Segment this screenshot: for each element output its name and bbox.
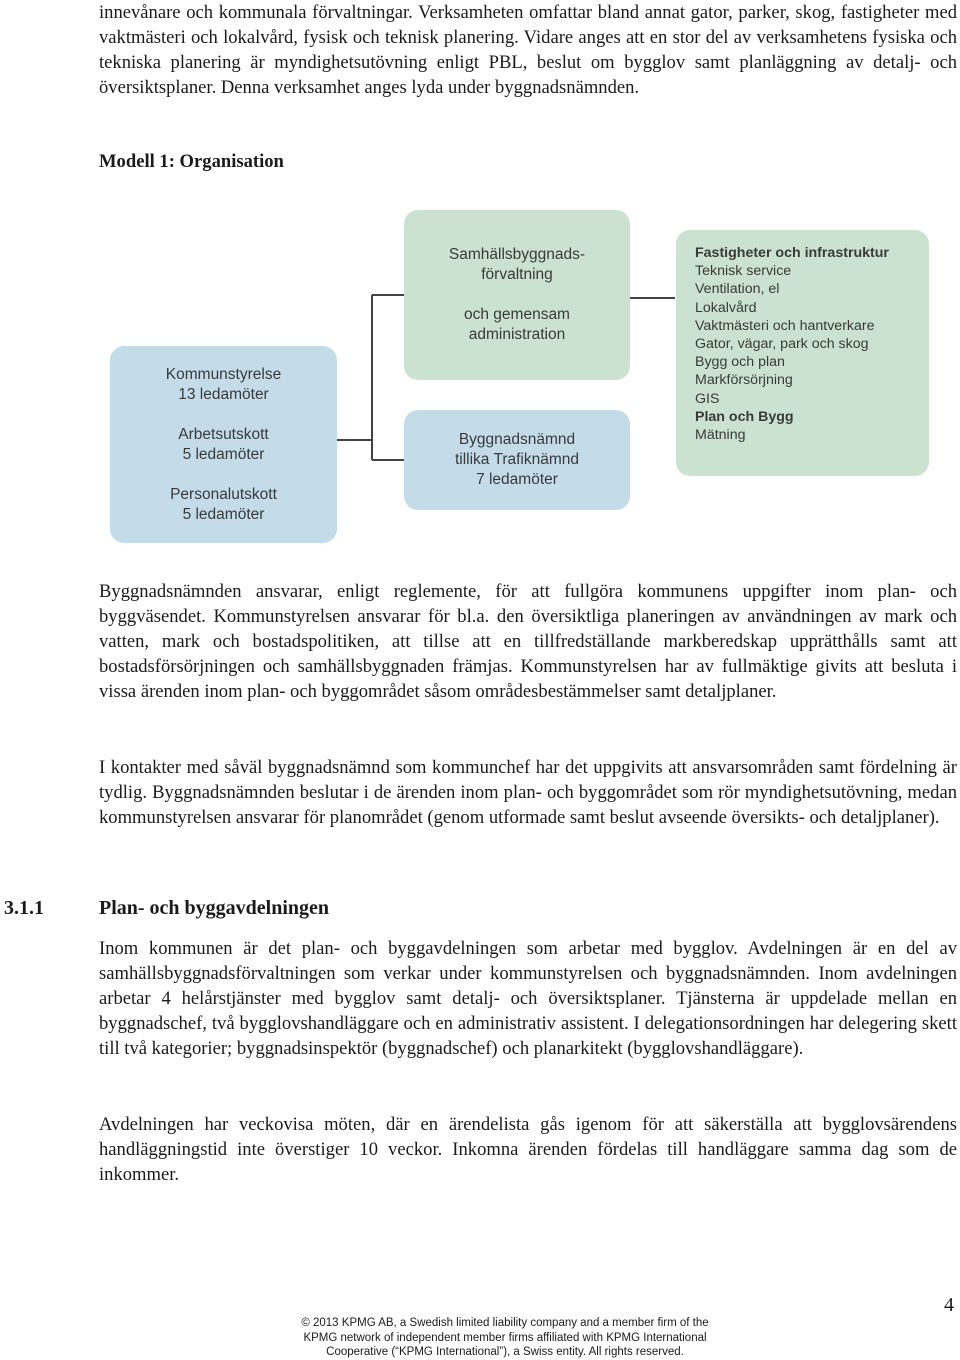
fastigheter-item: Ventilation, el [695,281,780,298]
paragraph-meetings: Avdelningen har veckovisa möten, där en ärendelista gås igenom för att säkerställa att bygglovsärendens handläggningstid inte överstiger 10 veckor. Inkomna ärenden fördelas till handläggare samma dag som de inkommer. [99,1114,957,1185]
paragraph-contacts: I kontakter med såväl byggnadsnämnd som kommunchef har det uppgivits att ansvarsområden samt fördelning är tydlig. Byggnadsnämnden beslutar i de ärenden inom plan- och byggområdet som rör myndighetsutövning, medan kommunstyrelsen ansvarar för planområdet (genom utformade samt beslut avseende översikts- och detaljplaner). [99,757,957,828]
figure-title: Modell 1: Organisation [99,151,284,172]
paragraph-department: Inom kommunen är det plan- och byggavdelningen som arbetar med bygglov. Avdelningen är en del av samhällsbyggnadsförvaltningen som verkar under kommunstyrelsen och byggnadsnämnden. Inom avdelningen arbetar 4 helårstjänster med bygglov samt detalj- och översiktsplaner. Tjänsterna är uppdelade mellan en byggnadschef, två bygglovshandläggare och en administrativ assistent. I delegationsordningen har delegering skett till två kategorier; byggnadsinspektör (byggnadschef) och planarkitekt (bygglovshandläggare). [99,938,957,1059]
forv-line-5: administration [468,326,566,343]
fastigheter-box [676,230,929,476]
forvaltning-box [404,210,630,380]
fastigheter-list [695,262,929,444]
fastigheter-item: Mätning [695,427,746,444]
ks-line-1: Kommunstyrelse [165,365,282,383]
fastigheter-item: Vaktmästeri och hantverkare [695,317,875,334]
forv-line-4: och gemensam [464,306,570,323]
forv-line-1: Samhällsbyggnads- [448,246,586,263]
page-number: 4 [944,1294,954,1316]
ks-line-8: 5 ledamöter [182,505,265,523]
fastigheter-item: Gator, vägar, park och skog [695,336,869,353]
bn-line-1: Byggnadsnämnd [458,431,576,448]
kommunstyrelse-box [110,346,337,543]
ks-line-2: 13 ledamöter [178,385,269,403]
footer-line-1: © 2013 KPMG AB, a Swedish limited liability company and a member firm of the [301,1317,709,1329]
fastigheter-item: Markförsörjning [695,372,793,389]
byggnadsnamnd-box [404,410,630,510]
paragraph-responsibilities: Byggnadsnämnden ansvarar, enligt reglemente, för att fullgöra kommunens uppgifter inom plan- och byggväsendet. Kommunstyrelsen ansvarar för bl.a. den översiktliga planeringen av användningen av mark och vatten, mark och bostadspolitiken, att tillse att en tillfredställande markberedskap upprätthålls samt att bostadsförsörjningen och samhällsbyggnaden främjas. Kommunstyrelsen har av fullmäktige givits att besluta i vissa ärenden inom plan- och byggområdet såsom områdesbestämmelser samt detaljplaner. [99,581,957,702]
fastigheter-item: Lokalvård [695,299,757,316]
forv-line-2: förvaltning [481,266,553,283]
bn-line-2: tillika Trafiknämnd [454,451,580,468]
footer-copyright [240,1316,770,1360]
ks-line-7: Personalutskott [170,485,277,503]
intro-paragraph: innevånare och kommunala förvaltningar. Verksamheten omfattar bland annat gator, parker, skog, fastigheter med vaktmästeri och lokalvård, fysisk och teknisk planering. Vidare anges att en stor del av verksamhetens fysiska och tekniska planering är myndighetsutövning enligt PBL, beslut om bygglov samt planläggning av detalj- och översiktsplaner. Denna verksamhet anges lyda under byggnadsnämnden. [99,2,957,98]
fastigheter-item: Plan och Bygg [695,408,794,425]
section-title: Plan- och byggavdelningen [99,897,330,919]
ks-line-4: Arbetsutskott [178,425,269,443]
fastigheter-item: Bygg och plan [695,354,785,371]
fastigheter-title: Fastigheter och infrastruktur [695,245,889,261]
fastigheter-item: GIS [695,390,720,407]
fastigheter-item: Teknisk service [695,263,792,280]
ks-line-5: 5 ledamöter [182,445,265,463]
bn-line-3: 7 ledamöter [476,471,558,488]
section-number: 3.1.1 [4,897,44,919]
footer-line-3: Cooperative (“KPMG International”), a Swiss entity. All rights reserved. [326,1346,684,1358]
footer-line-2: KPMG network of independent member firms affiliated with KPMG International [303,1331,707,1344]
